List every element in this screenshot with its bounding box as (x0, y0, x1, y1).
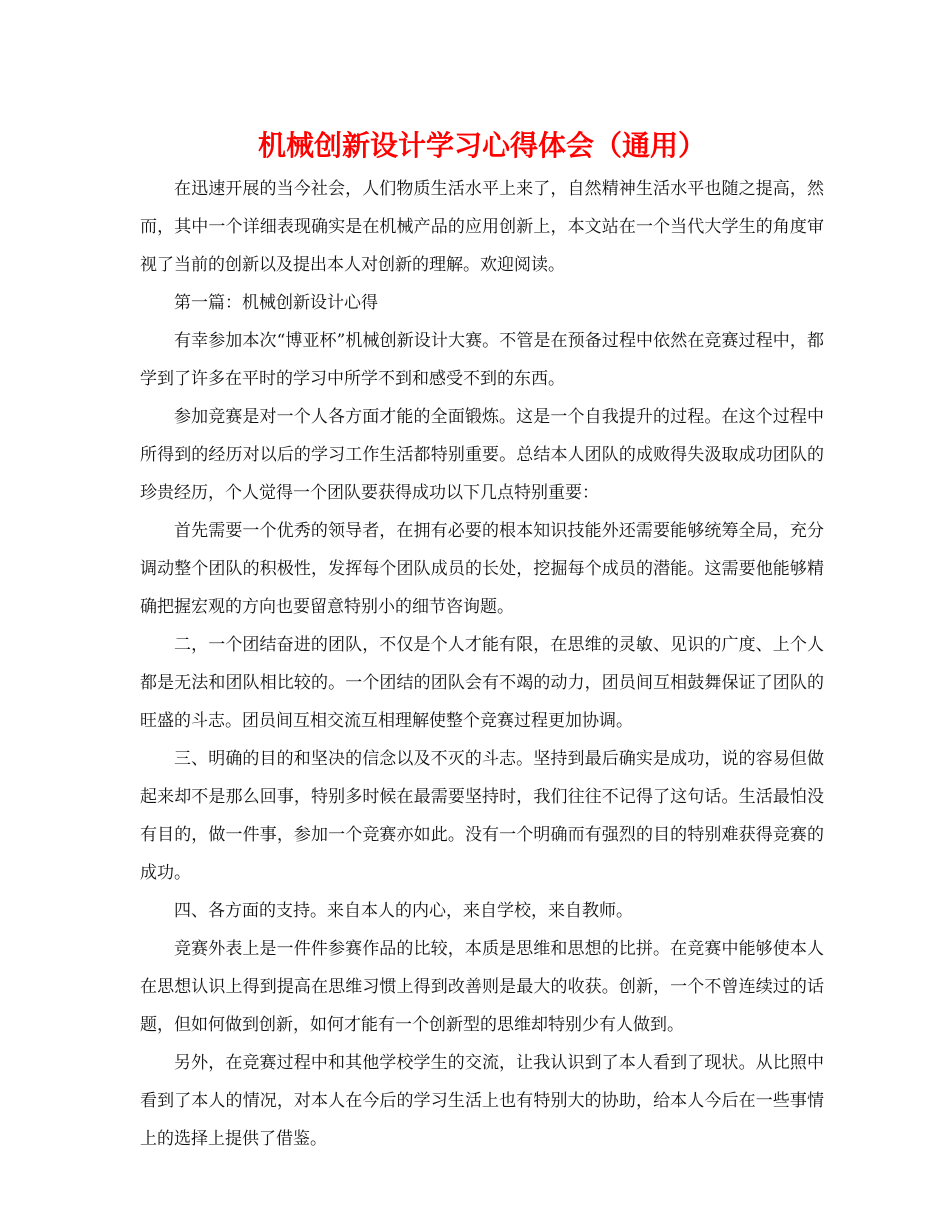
paragraph: 参加竞赛是对一个人各方面才能的全面锻炼。这是一个自我提升的过程。在这个过程中所得到的经历对以后的学习工作生活都特别重要。总结本人团队的成败得失汲取成功团队的珍贵经历，个人觉得一个团队要获得成功以下几点特别重要： (140, 407, 824, 503)
paragraph: 三、明确的目的和坚决的信念以及不灭的斗志。坚持到最后确实是成功，说的容易但做起来却不是那么回事，特别多时候在最需要坚持时，我们往往不记得了这句话。生活最怕没有目的，做一件事，参加一个竞赛亦如此。没有一个明确而有强烈的目的特别难获得竞赛的成功。 (140, 749, 824, 883)
section-heading: 第一篇：机械创新设计心得 (174, 293, 378, 313)
document-title: 机械创新设计学习心得体会（通用） (257, 129, 706, 162)
paragraph: 二，一个团结奋进的团队，不仅是个人才能有限，在思维的灵敏、见识的广度、上个人都是无法和团队相比较的。一个团结的团队会有不竭的动力，团员间互相鼓舞保证了团队的旺盛的斗志。团员间互相交流互相理解使整个竞赛过程更加协调。 (140, 635, 824, 731)
paragraph-intro: 在迅速开展的当今社会，人们物质生活水平上来了，自然精神生活水平也随之提高，然而，其中一个详细表现确实是在机械产品的应用创新上，本文站在一个当代大学生的角度审视了当前的创新以及提出本人对创新的理解。欢迎阅读。 (140, 179, 824, 275)
document-body (140, 170, 824, 1158)
paragraph: 四、各方面的支持。来自本人的内心，来自学校，来自教师。 (174, 901, 633, 921)
paragraph: 首先需要一个优秀的领导者，在拥有必要的根本知识技能外还需要能够统筹全局，充分调动整个团队的积极性，发挥每个团队成员的长处，挖掘每个成员的潜能。这需要他能够精确把握宏观的方向也要留意特别小的细节咨询题。 (140, 521, 824, 617)
paragraph: 另外，在竞赛过程中和其他学校学生的交流，让我认识到了本人看到了现状。从比照中看到了本人的情况，对本人在今后的学习生活上也有特别大的协助，给本人今后在一些事情上的选择上提供了借鉴。 (140, 1053, 824, 1149)
paragraph: 有幸参加本次“博亚杯”机械创新设计大赛。不管是在预备过程中依然在竞赛过程中，都学到了许多在平时的学习中所学不到和感受不到的东西。 (140, 331, 824, 389)
document-page (140, 122, 824, 1158)
paragraph: 竞赛外表上是一件件参赛作品的比较，本质是思维和思想的比拼。在竞赛中能够使本人在思想认识上得到提高在思维习惯上得到改善则是最大的收获。创新，一个不曾连续过的话题，但如何做到创新，如何才能有一个创新型的思维却特别少有人做到。 (140, 939, 824, 1035)
